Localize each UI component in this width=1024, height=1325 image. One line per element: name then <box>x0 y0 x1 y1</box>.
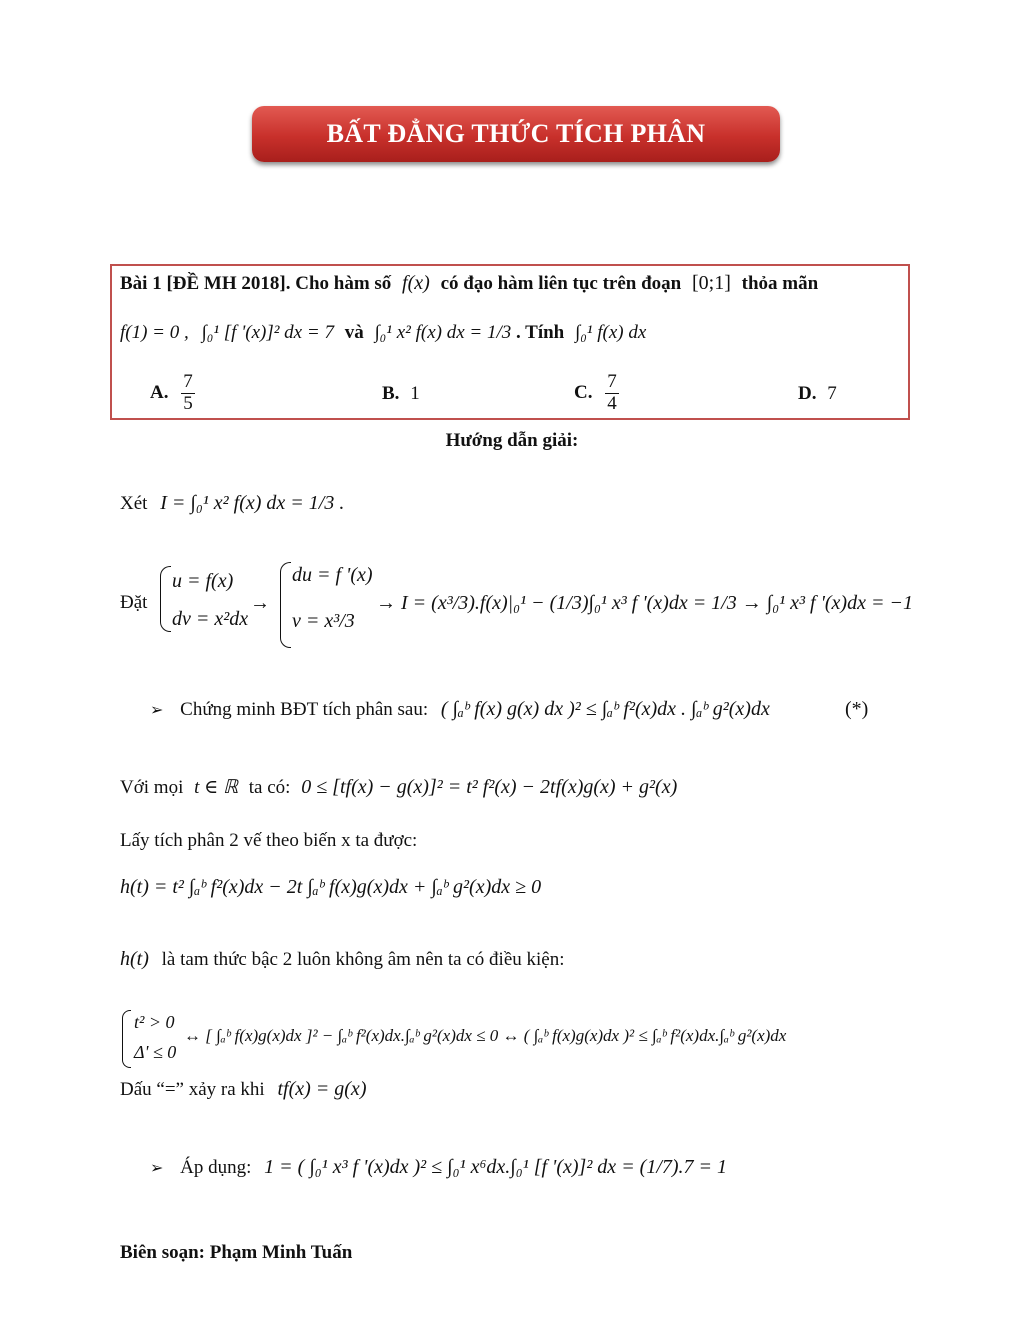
cond-3: ∫₀¹ x² f(x) dx = 1/3 <box>374 322 512 343</box>
step-xet <box>120 492 344 515</box>
problem-line-1 <box>120 272 818 295</box>
solution-heading: Hướng dẫn giải: <box>445 430 579 451</box>
apply-expr: 1 = ( ∫₀¹ x³ f '(x)dx )² ≤ ∫₀¹ x⁶dx.∫₀¹ [f '(x)]² dx = (1/7).7 = 1 <box>264 1156 728 1178</box>
option-b <box>382 383 420 405</box>
title-banner <box>252 106 780 162</box>
dat-brace-2 <box>280 562 291 648</box>
cond-1: f(1) = 0 , <box>120 322 189 343</box>
equality-line <box>120 1078 366 1101</box>
option-c-frac <box>605 372 619 415</box>
h-text: là tam thức bậc 2 luôn không âm nên ta có điều kiện: <box>161 949 565 970</box>
option-d-value: 7 <box>827 383 837 404</box>
option-a-num: 7 <box>183 371 193 392</box>
voimoi-mid: ta có: <box>248 777 291 798</box>
h-line <box>120 948 565 971</box>
and-word: và <box>344 322 364 343</box>
option-d <box>798 383 837 405</box>
author: Biên soạn: Phạm Minh Tuấn <box>120 1242 353 1263</box>
problem-interval: [0;1] <box>692 272 731 294</box>
cond-expr: ↔ [ ∫ₐᵇ f(x)g(x)dx ]² − ∫ₐᵇ f²(x)dx.∫ₐᵇ g²(x)dx ≤ 0 ↔ ( ∫ₐᵇ f(x)g(x)dx )² ≤ ∫ₐᵇ f²(x)dx.∫ₐᵇ g²(x)dx <box>184 1026 787 1045</box>
xet-expr: I = ∫₀¹ x² f(x) dx = 1/3 . <box>160 492 345 514</box>
ask-word: . Tính <box>516 322 565 343</box>
option-c-den: 4 <box>607 392 617 414</box>
page-title: BẤT ĐẲNG THỨC TÍCH PHÂN <box>326 119 706 148</box>
prove-label: Chứng minh BĐT tích phân sau: <box>180 699 429 720</box>
prove-line <box>150 698 770 721</box>
option-b-value: 1 <box>410 383 420 404</box>
target-integral: ∫₀¹ f(x) dx <box>575 322 647 343</box>
problem-fx: f(x) <box>402 272 430 294</box>
dat-dv: dv = x²dx <box>172 608 249 630</box>
dat-result: → I = (x³/3).f(x)|₀¹ − (1/3)∫₀¹ x³ f '(x)dx = 1/3 → ∫₀¹ x³ f '(x)dx = −1 <box>376 592 913 614</box>
option-b-key: B. <box>382 383 400 404</box>
h-sym: h(t) <box>120 948 149 970</box>
dat-brace-1 <box>160 566 171 632</box>
xet-label: Xét <box>120 493 148 514</box>
prove-expr: ( ∫ₐᵇ f(x) g(x) dx )² ≤ ∫ₐᵇ f²(x)dx . ∫ₐᵇ g²(x)dx <box>440 698 770 720</box>
problem-text-3: thỏa mãn <box>741 273 819 294</box>
bullet-arrow-icon: ➢ <box>150 702 164 719</box>
dat-label: Đặt <box>120 592 148 613</box>
option-d-key: D. <box>798 383 817 404</box>
problem-text-2: có đạo hàm liên tục trên đoạn <box>440 273 682 294</box>
apply-line <box>150 1156 727 1179</box>
dat-du: du = f '(x) <box>292 564 373 586</box>
dat-arrow: → <box>250 592 270 614</box>
option-a-frac <box>181 372 195 415</box>
option-c-key: C. <box>574 381 593 403</box>
option-c <box>574 372 619 415</box>
problem-text-1: Cho hàm số <box>295 273 392 294</box>
problem-label: Bài 1 [ĐỀ MH 2018]. <box>120 273 291 294</box>
option-a-key: A. <box>150 381 169 403</box>
bullet-arrow-icon-2: ➢ <box>150 1160 164 1177</box>
h-expr: h(t) = t² ∫ₐᵇ f²(x)dx − 2t ∫ₐᵇ f(x)g(x)dx + ∫ₐᵇ g²(x)dx ≥ 0 <box>120 876 542 898</box>
problem-line-2 <box>120 322 646 344</box>
voimoi-t: t ∈ ℝ <box>194 777 239 798</box>
voimoi-expr: 0 ≤ [tf(x) − g(x)]² = t² f²(x) − 2tf(x)g(x) + g²(x) <box>301 776 678 798</box>
equality-expr: tf(x) = g(x) <box>277 1078 367 1100</box>
option-a <box>150 372 195 415</box>
author-wrap <box>120 1242 352 1264</box>
solution-heading-wrap <box>0 430 1024 452</box>
voimoi-line <box>120 776 677 799</box>
dat-u: u = f(x) <box>172 570 234 592</box>
option-a-den: 5 <box>183 392 193 414</box>
dat-v: v = x³/3 <box>292 610 355 632</box>
voimoi-label: Với mọi <box>120 777 184 798</box>
equality-text: Dấu “=” xảy ra khi <box>120 1079 265 1100</box>
cond-2: ∫₀¹ [f '(x)]² dx = 7 <box>201 322 334 343</box>
cond-t: t² > 0 <box>134 1012 175 1032</box>
apply-label: Áp dụng: <box>180 1157 252 1178</box>
option-c-num: 7 <box>607 371 617 392</box>
prove-tag: (*) <box>845 698 869 720</box>
cond-delta: Δ' ≤ 0 <box>134 1042 177 1062</box>
cond-brace <box>122 1010 131 1068</box>
layphan-text: Lấy tích phân 2 vế theo biến x ta được: <box>120 830 418 851</box>
